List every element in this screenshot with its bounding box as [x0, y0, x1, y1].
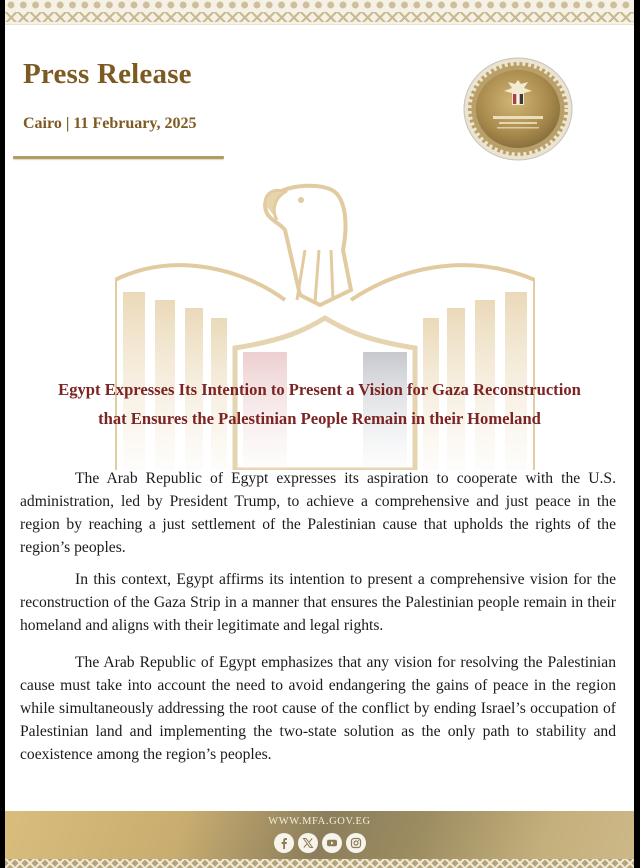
youtube-icon[interactable]: [322, 833, 342, 853]
paragraph-3: [20, 651, 616, 766]
ministry-seal-icon: [463, 56, 573, 162]
page-title: Press Release: [23, 58, 192, 90]
headline: [5, 375, 634, 433]
paragraph-text: The Arab Republic of Egypt expresses its aspiration to cooperate with the U.S. administration, led by President Trump, to achieve a comprehensive and just peace in the region by reaching a just settlement of the Palestinian cause that upholds the rights of the region’s peoples.: [20, 470, 616, 556]
paragraph-text: In this context, Egypt affirms its intention to present a comprehensive vision for the reconstruction of the Gaza Strip in a manner that ensures the Palestinian people remain in their homeland and aligns with their legitimate and legal rights.: [20, 571, 616, 634]
instagram-icon[interactable]: [346, 833, 366, 853]
paragraph-2: [20, 568, 616, 637]
decorative-top-border: [5, 0, 634, 25]
dateline: Cairo | 11 February, 2025: [23, 115, 197, 132]
press-release-page: [5, 0, 634, 868]
title-underline: [13, 156, 224, 159]
paragraph-1: [20, 467, 616, 559]
paragraph-text: The Arab Republic of Egypt emphasizes that any vision for resolving the Palestinian cause must take into account the need to avoid endangering the gains of peace in the region while simultaneously addressing the root cause of the conflict by ending Israel’s occupation of Palestinian land and implementing the two-state solution as the only path to stability and coexistence among the region’s peoples.: [20, 654, 616, 763]
footer: [5, 811, 634, 868]
decorative-bottom-border: [5, 859, 634, 868]
headline-line-2: that Ensures the Palestinian People Remain in their Homeland: [98, 409, 541, 428]
social-links: [5, 833, 634, 853]
website-link[interactable]: WWW.MFA.GOV.EG: [268, 816, 371, 827]
facebook-icon[interactable]: [274, 833, 294, 853]
x-icon[interactable]: [298, 833, 318, 853]
headline-line-1: Egypt Expresses Its Intention to Present a Vision for Gaza Reconstruction: [58, 380, 581, 399]
